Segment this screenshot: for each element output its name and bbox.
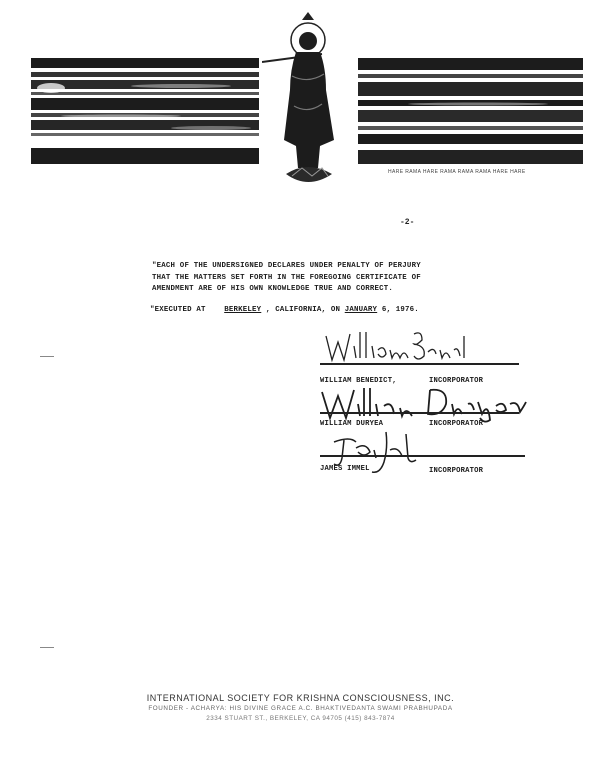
letterhead-band-right	[358, 58, 583, 164]
signatory-role: INCORPORATOR	[429, 377, 484, 385]
signature-line	[320, 455, 525, 457]
declaration-text	[152, 261, 492, 296]
signature-william-benedict	[322, 326, 472, 366]
execution-middle: , CALIFORNIA, ON	[265, 306, 341, 314]
margin-mark	[40, 647, 54, 648]
declaration-line: THAT THE MATTERS SET FORTH IN THE FOREGOING CERTIFICATE OF	[152, 273, 421, 282]
footer-organization: INTERNATIONAL SOCIETY FOR KRISHNA CONSCIOUSNESS, INC.	[146, 693, 455, 703]
letterhead-mantra: HARE RAMA HARE RAMA RAMA RAMA HARE HARE	[388, 169, 526, 175]
signature-line	[320, 412, 519, 414]
signatory-name: JAMES IMMEL	[320, 465, 370, 473]
execution-prefix: "EXECUTED AT	[150, 306, 206, 314]
signatory-name: WILLIAM BENEDICT,	[320, 377, 397, 385]
signatory-role: INCORPORATOR	[429, 467, 484, 475]
execution-line	[150, 306, 419, 314]
signature-william-duryea	[318, 384, 528, 424]
signature-line	[320, 363, 519, 365]
execution-suffix: 6, 1976.	[381, 306, 419, 314]
signatory-role: INCORPORATOR	[429, 420, 484, 428]
execution-city: BERKELEY	[224, 306, 262, 314]
declaration-line: "EACH OF THE UNDERSIGNED DECLARES UNDER PENALTY OF PERJURY	[152, 262, 421, 270]
krishna-illustration	[262, 10, 352, 190]
margin-mark	[40, 356, 54, 357]
footer-address: 2334 STUART ST., BERKELEY, CA 94705 (415) 843-7874	[206, 715, 395, 722]
footer-founder: FOUNDER - ACHARYA: HIS DIVINE GRACE A.C. BHAKTIVEDANTA SWAMI PRABHUPADA	[148, 705, 453, 712]
letterhead-band-left	[31, 58, 259, 164]
signatory-name: WILLIAM DURYEA	[320, 420, 384, 428]
page-number: -2-	[400, 218, 415, 227]
execution-month: JANUARY	[344, 306, 378, 314]
declaration-line: AMENDMENT ARE OF HIS OWN KNOWLEDGE TRUE AND CORRECT.	[152, 285, 394, 293]
